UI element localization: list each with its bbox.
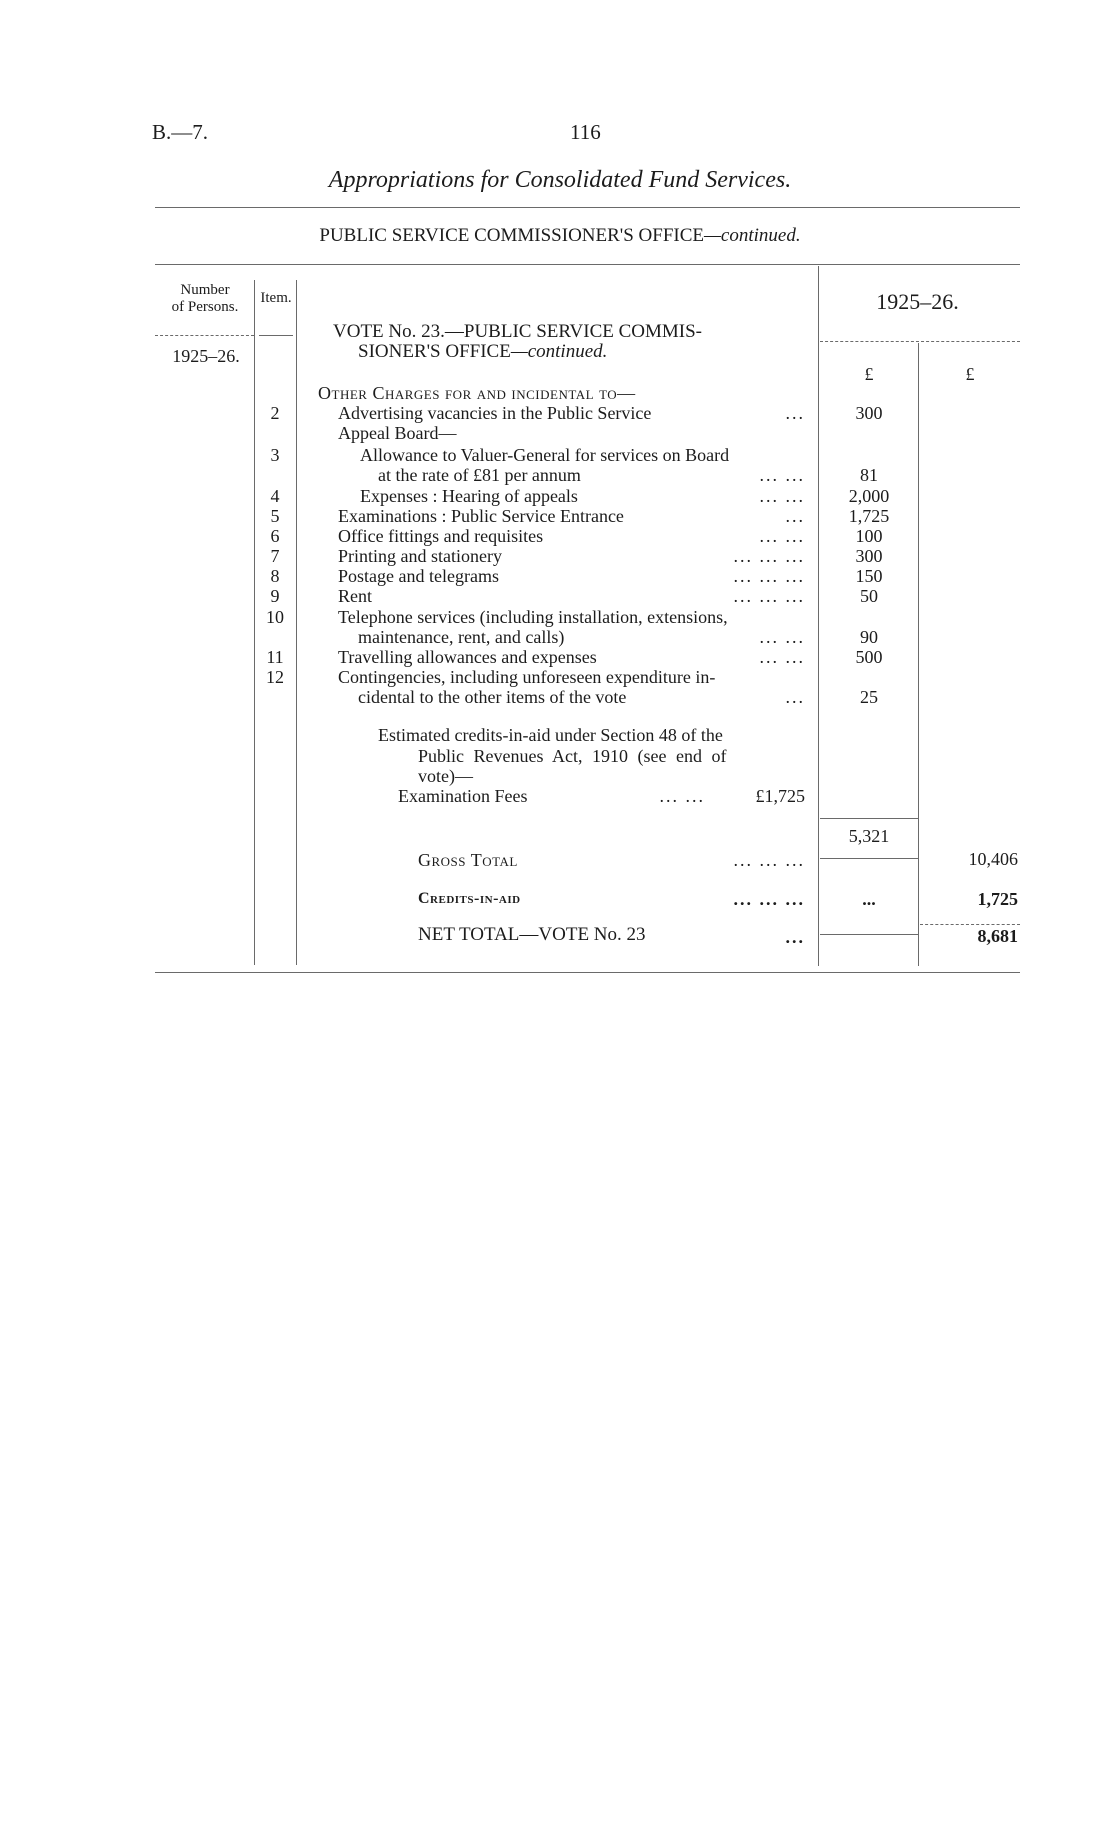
item-label: at the rate of £81 per annum [378,465,581,485]
item-label: Appeal Board— [338,423,457,443]
credits-in-aid-dots: ... ... ... [733,889,805,909]
item-dots: ... ... ... [733,566,805,586]
item-amount: 90 [860,627,878,647]
item-dots: ... ... [759,526,805,546]
item-number: 9 [270,586,280,606]
item-number: 10 [266,607,284,627]
column-rule-amount-total [918,343,919,966]
column-rule-number-item [254,280,255,965]
gross-total-label: Gross Total [418,850,518,870]
pound-sign-total: £ [965,364,975,384]
net-total-rule-col2 [920,924,1020,925]
office-title [240,226,880,246]
item-number: 5 [270,506,280,526]
office-title-text: PUBLIC SERVICE COMMISSIONER'S OFFICE [319,225,705,246]
vote-heading-line1: VOTE No. 23.—PUBLIC SERVICE COMMIS- [333,321,702,342]
item-amount: 2,000 [848,486,890,506]
year-heading-rule [820,341,1020,342]
item-heading-rule [259,335,293,336]
item-number: 4 [270,486,280,506]
item-amount: 150 [855,566,883,586]
item-number: 12 [266,667,284,687]
credits-note-line3: vote)— [418,766,473,786]
year-heading: 1925–26. [876,289,959,314]
credits-in-aid-col1: ... [862,889,876,909]
item-label: Allowance to Valuer-General for services on Board [360,445,730,465]
subtotal-rule [820,818,918,819]
vote-heading-line2-text: SIONER'S OFFICE [358,341,511,362]
item-label: Contingencies, including unforeseen expenditure in- [338,667,716,687]
gross-total-amount: 10,406 [968,849,1018,869]
page-number: 116 [570,120,601,144]
document-reference: B.—7. [152,120,209,144]
gross-total-dots: ... ... ... [733,850,805,870]
item-dots: ... ... ... [733,586,805,606]
item-dots: ... [785,403,805,423]
item-amount: 500 [855,647,883,667]
item-dots: ... ... [759,627,805,647]
item-label: Examinations : Public Service Entrance [338,506,624,526]
net-total-amount: 8,681 [977,926,1018,946]
column-rule-text-amount [818,266,819,966]
subtotal-under-rule [820,858,918,859]
item-label: Advertising vacancies in the Public Service [338,403,652,423]
examination-fees-dots: ... ... [659,786,705,806]
item-dots: ... [785,687,805,707]
item-label: Rent [338,586,372,606]
item-dots: ... [785,506,805,526]
net-total-rule-col1 [820,934,918,935]
net-total-dots: ... [785,927,805,947]
number-heading-rule [155,335,254,336]
item-number: 11 [266,647,284,667]
pound-sign-amount: £ [864,364,874,384]
item-dots: ... ... [759,647,805,667]
credits-in-aid-label: Credits-in-aid [418,890,521,907]
vote-heading-line2 [358,342,607,362]
number-heading-line2: of Persons. [171,299,239,315]
item-number: 8 [270,566,280,586]
item-label: Printing and stationery [338,546,502,566]
item-number: 7 [270,546,280,566]
net-total-label: NET TOTAL—VOTE No. 23 [418,924,646,945]
page-title: Appropriations for Consolidated Fund Services. [328,167,792,193]
item-amount: 100 [855,526,883,546]
title-rule [155,207,1020,208]
item-dots: ... ... [759,486,805,506]
item-label: maintenance, rent, and calls) [358,627,565,647]
item-label: Telephone services (including installation, extensions, [338,607,728,627]
item-number: 3 [270,445,280,465]
credits-note-line1: Estimated credits-in-aid under Section 48 of the [378,725,723,745]
item-label: Travelling allowances and expenses [338,647,597,667]
item-dots: ... ... ... [733,546,805,566]
item-label: cidental to the other items of the vote [358,687,627,707]
item-label: Office fittings and requisites [338,526,544,546]
item-number: 6 [270,526,280,546]
table-bottom-rule [155,972,1020,973]
number-heading-line1: Number [180,282,230,298]
item-amount: 50 [860,586,878,606]
item-number: 2 [270,403,280,423]
item-heading: Item. [260,290,292,306]
item-amount: 81 [860,465,878,485]
examination-fees-amount: £1,725 [755,786,805,806]
office-title-continued: —continued. [704,225,801,246]
credits-note-line2: Public Revenues Act, 1910 (see end of [418,746,727,766]
subtotal-amount: 5,321 [848,826,890,846]
credits-in-aid-amount: 1,725 [977,889,1018,909]
examination-fees-label: Examination Fees [398,786,528,806]
vote-heading-continued: —continued. [510,341,608,362]
number-of-persons-heading [160,282,250,316]
item-amount: 25 [860,687,878,707]
item-amount: 300 [855,546,883,566]
item-label: Expenses : Hearing of appeals [360,486,578,506]
section-heading: Other Charges for and incidental to— [318,383,636,403]
column-rule-item-text [296,280,297,965]
item-label: Postage and telegrams [338,566,499,586]
number-year: 1925–26. [172,346,240,366]
item-amount: 300 [855,403,883,423]
item-amount: 1,725 [848,506,890,526]
table-top-rule [155,264,1020,265]
item-dots: ... ... [759,465,805,485]
